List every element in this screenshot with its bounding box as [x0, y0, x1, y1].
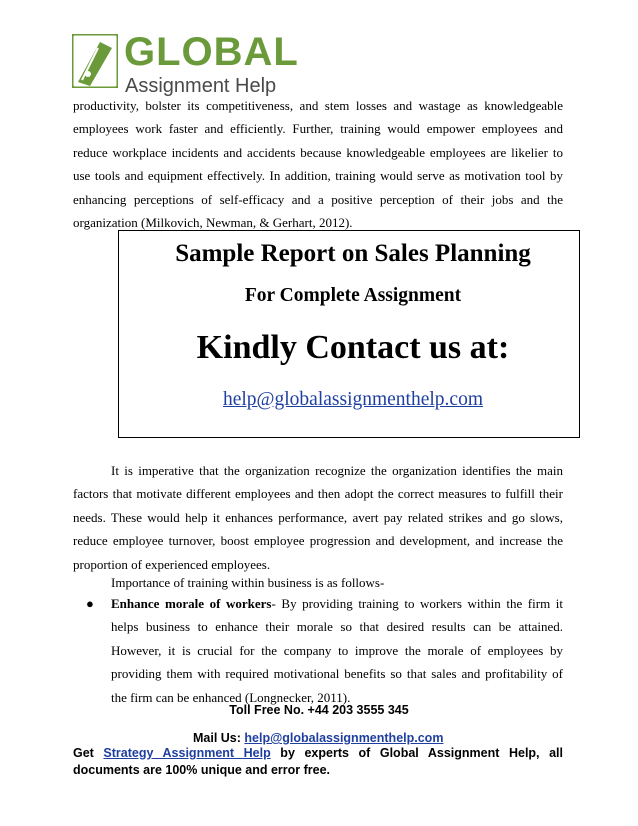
box-email-link[interactable]: help@globalassignmenthelp.com: [222, 389, 484, 410]
promo-prefix: Get: [73, 746, 104, 760]
pen-nib-icon: [72, 34, 118, 88]
promo-suffix: by experts of Global Assignment Help, all documents are 100% unique and error free.: [73, 746, 563, 777]
body-paragraph-2: It is imperative that the organization recognize the organization identifies the main factors that motivate different employees and then adopt the correct measures to fulfill their needs. These would help it enhances performance, avert pay related strikes and go slows, reduce employee turnover, boost employee progression and development, and increase the proportion of experienced employees.: [73, 463, 563, 572]
logo-wordmark: GLOBAL: [124, 30, 299, 74]
bullet-item: [86, 592, 564, 709]
bullet-dot-icon: ●: [86, 596, 94, 611]
mail-label: Mail Us:: [193, 731, 245, 745]
mail-email-link[interactable]: help@globalassignmenthelp.com: [244, 731, 444, 745]
toll-free-number: Toll Free No. +44 203 3555 345: [229, 703, 409, 717]
promo-link[interactable]: Strategy Assignment Help: [103, 746, 271, 760]
body-paragraph-1: productivity, bolster its competitiveness, and stem losses and wastage as knowledgeable employees work faster and efficiently. Further, training would empower employees and reduce workplace incidents and accidents because knowledgeable employees are likelier to use tools and equipment effectively. In addition, training would serve as motivation tool by enhancing perceptions of self-efficacy and a positive perception of their jobs and the organization (Milkovich, Newman, & Gerhart, 2012).: [73, 98, 563, 231]
box-contact-heading: Kindly Contact us at:: [196, 329, 510, 366]
bullet-title: Enhance morale of workers: [111, 596, 272, 611]
contact-box: [118, 230, 580, 438]
logo-subtitle: Assignment Help: [125, 75, 277, 97]
box-subtitle: For Complete Assignment: [244, 285, 462, 306]
bullet-text: - By providing training to workers within the firm it helps business to enhance their morale so that desired results can be attained. However, it is crucial for the company to improve the morale of employees by providing them with required motivational benefits so that sales and profitability of the firm can be enhanced (Longnecker, 2011).: [111, 596, 564, 705]
importance-line: Importance of training within business is as follows-: [111, 575, 385, 590]
promo-line: [73, 745, 563, 779]
box-title: Sample Report on Sales Planning: [175, 240, 531, 267]
